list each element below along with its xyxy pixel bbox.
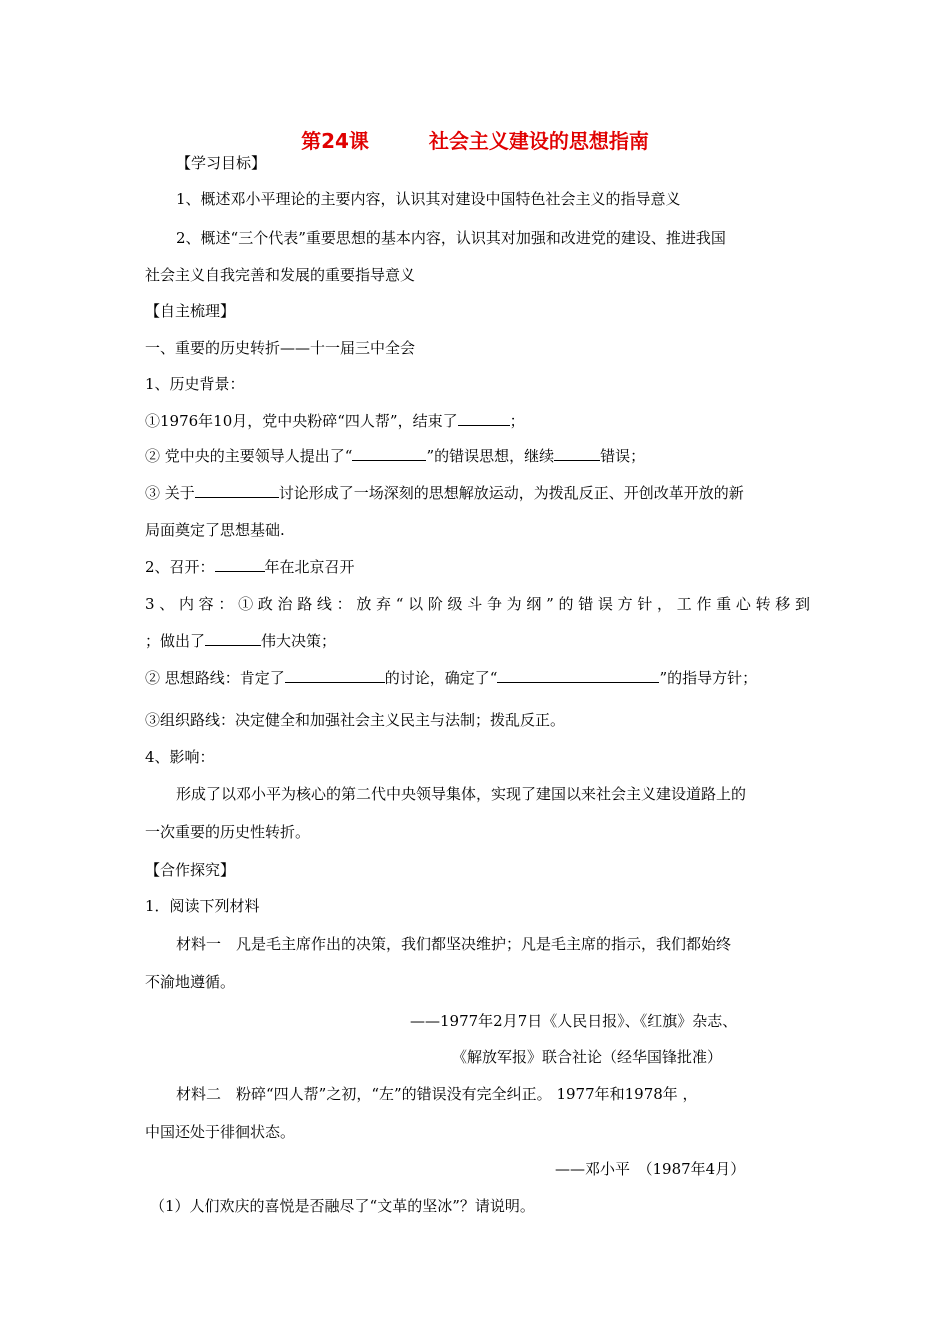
fill-blank — [285, 668, 385, 683]
lesson-number: 第24课 — [301, 129, 369, 153]
material-2: 材料二 粉碎“四人帮”之初，“左”的错误没有完全纠正。 1977年和1978年 ， — [176, 1085, 698, 1103]
material-1-source-cont: 《解放军报》联合社论（经华国锋批准） — [452, 1048, 723, 1066]
impact-text-cont: 一次重要的历史性转折。 — [145, 823, 311, 841]
background-item-3-cont: 局面奠定了思想基础. — [145, 521, 285, 539]
background-item-3: ③ 关于 讨论形成了一场深刻的思想解放运动，为拨乱反正、开创改革开放的新 — [145, 484, 744, 502]
material-1: 材料一 凡是毛主席作出的决策，我们都坚决维护；凡是毛主席的指示，我们都始终 — [176, 935, 732, 953]
self-heading: 【自主梳理】 — [145, 302, 236, 320]
material-1-cont: 不渝地遵循。 — [145, 973, 236, 991]
impact-label: 4、影响： — [145, 748, 215, 766]
content-item-cont: ；做出了 伟大决策； — [145, 632, 337, 650]
background-item-1: ①1976年10月，党中央粉碎“四人帮”，结束了 ； — [145, 412, 525, 430]
fill-blank — [497, 668, 659, 683]
goal-item-1: 1、概述邓小平理论的主要内容，认识其对建设中国特色社会主义的指导意义 — [176, 190, 681, 208]
idea-line-item: ② 思想路线：肯定了 的讨论，确定了“ ”的指导方针； — [145, 669, 758, 687]
org-line-item: ③组织路线：决定健全和加强社会主义民主与法制；拨乱反正。 — [145, 711, 566, 729]
coop-heading: 【合作探究】 — [145, 861, 236, 879]
fill-blank — [215, 557, 265, 572]
material-1-source: ——1977年2月7日《人民日报》、《红旗》杂志、 — [410, 1012, 738, 1030]
fill-blank — [195, 483, 279, 498]
held-item: 2、召开： 年在北京召开 — [145, 558, 355, 576]
background-label: 1、历史背景： — [145, 375, 245, 393]
fill-blank — [352, 446, 426, 461]
fill-blank — [554, 446, 600, 461]
fill-blank — [205, 631, 261, 646]
sub-question-1: （1）人们欢庆的喜悦是否融尽了“文革的坚冰”？请说明。 — [150, 1197, 535, 1215]
background-item-2: ② 党中央的主要领导人提出了“ ”的错误思想，继续 错误； — [145, 447, 646, 465]
goal-item-2: 2、概述“三个代表”重要思想的基本内容，认识其对加强和改进党的建设、推进我国 — [176, 229, 726, 247]
material-2-source: ——邓小平 （1987年4月） — [555, 1160, 746, 1178]
content-item: 3、内容：①政治路线：放弃“以阶级斗争为纲”的错误方针，工作重心转移到 — [145, 595, 810, 613]
lesson-name: 社会主义建设的思想指南 — [428, 129, 649, 153]
question-1: 1．阅读下列材料 — [145, 897, 260, 915]
goals-heading: 【学习目标】 — [176, 154, 267, 172]
section-1-heading: 一、重要的历史转折——十一届三中全会 — [145, 339, 416, 357]
impact-text: 形成了以邓小平为核心的第二代中央领导集体，实现了建国以来社会主义建设道路上的 — [176, 785, 747, 803]
fill-blank — [458, 411, 510, 426]
page-title — [0, 125, 950, 154]
material-2-cont: 中国还处于徘徊状态。 — [145, 1123, 296, 1141]
goal-item-2-cont: 社会主义自我完善和发展的重要指导意义 — [145, 266, 416, 284]
